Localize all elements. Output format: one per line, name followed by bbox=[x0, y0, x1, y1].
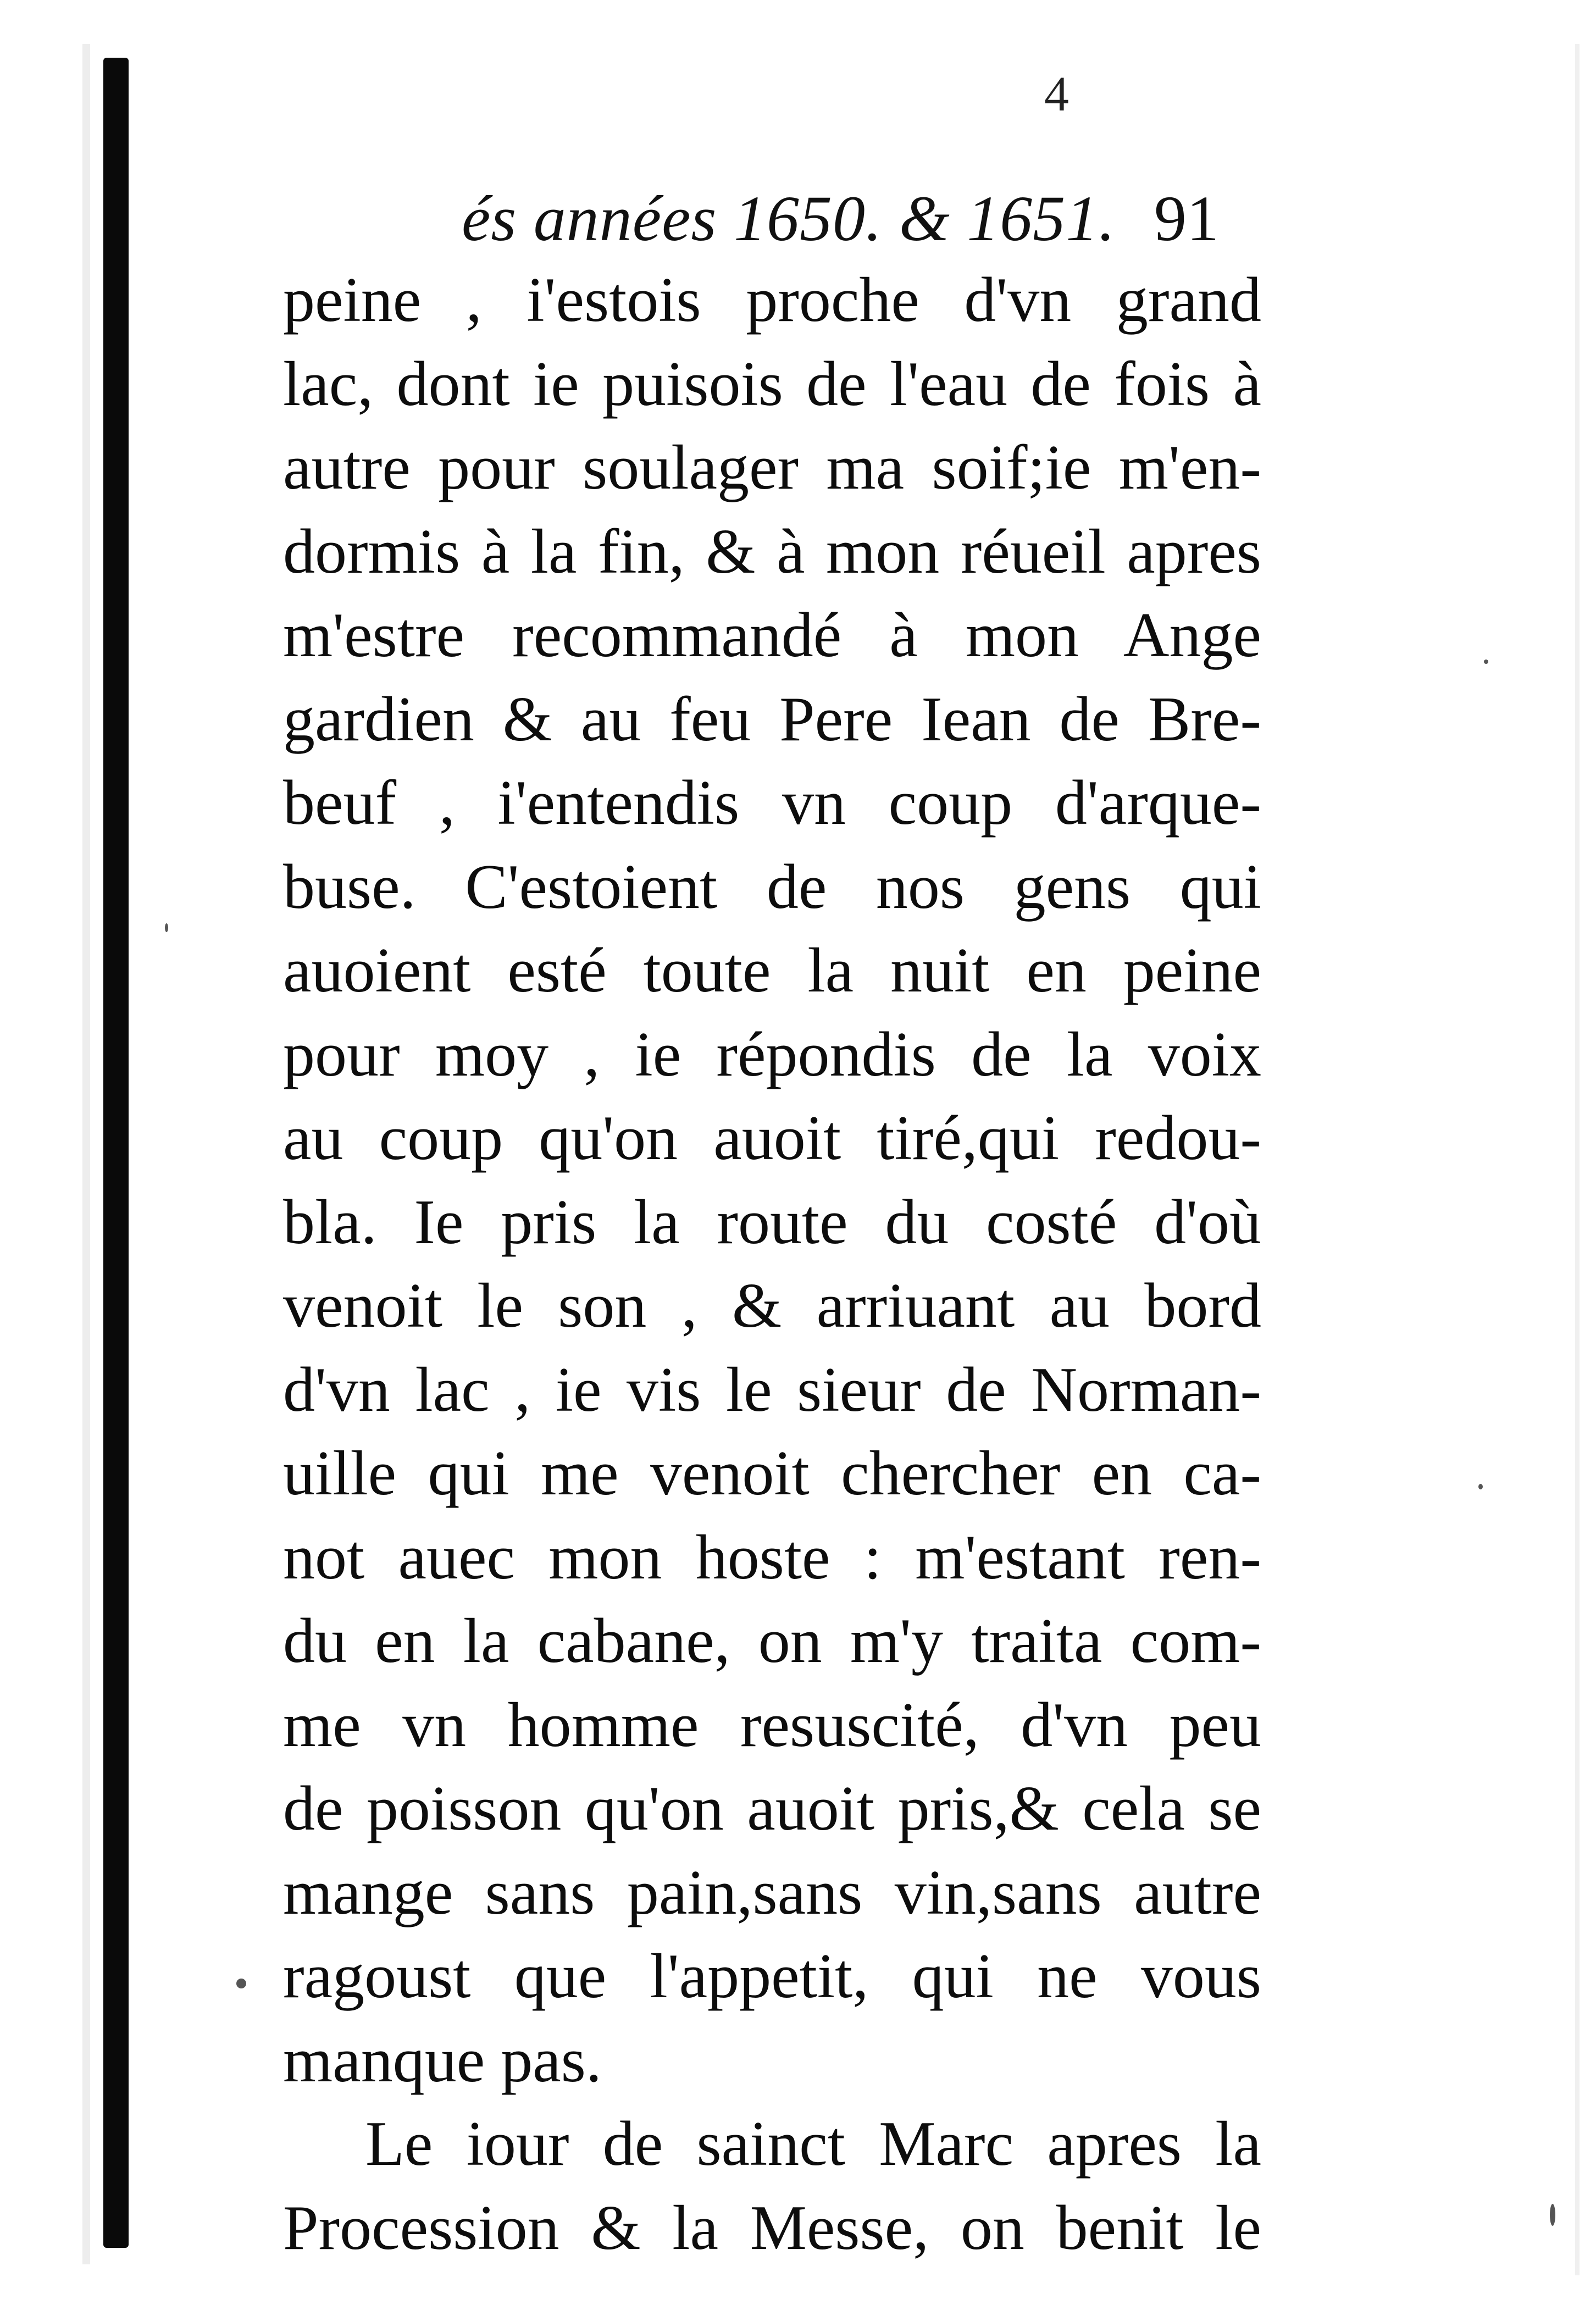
text-line: not auec mon hoste : m'estant ren- bbox=[283, 1522, 1261, 1593]
text-line: bla. Ie pris la route du costé d'où bbox=[283, 1187, 1261, 1257]
body-text bbox=[283, 258, 1261, 2270]
page-number: 91 bbox=[1154, 182, 1219, 254]
running-head-title: és années 1650. & 1651. bbox=[462, 182, 1116, 254]
text-line: ragoust que l'appetit, qui ne vous bbox=[283, 1941, 1261, 2012]
text-line: de poisson qu'on auoit pris,& cela se bbox=[283, 1774, 1261, 1844]
folio-mark: 4 bbox=[1044, 67, 1069, 121]
page-edge bbox=[1575, 44, 1580, 2275]
binding-edge bbox=[103, 58, 129, 2248]
scan-speck bbox=[1478, 1484, 1483, 1489]
text-line: mange sans pain,sans vin,sans autre bbox=[283, 1857, 1261, 1928]
text-line: beuf , i'entendis vn coup d'arque- bbox=[283, 768, 1261, 838]
text-line: d'vn lac , ie vis le sieur de Norman- bbox=[283, 1354, 1261, 1425]
text-line: m'estre recommandé à mon Ange bbox=[283, 600, 1261, 671]
text-line: peine , i'estois proche d'vn grand bbox=[283, 265, 1261, 335]
spine-shadow bbox=[82, 44, 90, 2264]
text-line: au coup qu'on auoit tiré,qui redou- bbox=[283, 1103, 1261, 1173]
text-line: du en la cabane, on m'y traita com- bbox=[283, 1606, 1261, 1676]
text-line: buse. C'estoient de nos gens qui bbox=[283, 851, 1261, 922]
scan-speck bbox=[236, 1979, 246, 1988]
text-line: autre pour soulager ma soif;ie m'en- bbox=[283, 433, 1261, 503]
text-line: pour moy , ie répondis de la voix bbox=[283, 1019, 1261, 1090]
text-line: gardien & au feu Pere Iean de Bre- bbox=[283, 684, 1261, 755]
text-line: me vn homme resuscité, d'vn peu bbox=[283, 1689, 1261, 1760]
text-line: uille qui me venoit chercher en ca- bbox=[283, 1438, 1261, 1509]
text-line: auoient esté toute la nuit en peine bbox=[283, 935, 1261, 1006]
text-line: Procession & la Messe, on benit le bbox=[283, 2192, 1261, 2263]
scan-speck bbox=[1484, 660, 1488, 664]
text-line: manque pas. bbox=[283, 2025, 602, 2096]
scan-speck bbox=[1550, 2204, 1555, 2226]
scan-speck bbox=[165, 923, 168, 932]
paragraph-start-line: Le iour de sainct Marc apres la bbox=[365, 2109, 1261, 2179]
text-line: lac, dont ie puisois de l'eau de fois à bbox=[283, 348, 1261, 419]
running-head bbox=[462, 181, 1231, 258]
text-line: venoit le son , & arriuant au bord bbox=[283, 1271, 1261, 1341]
text-line: dormis à la fin, & à mon réueil apres bbox=[283, 516, 1261, 587]
